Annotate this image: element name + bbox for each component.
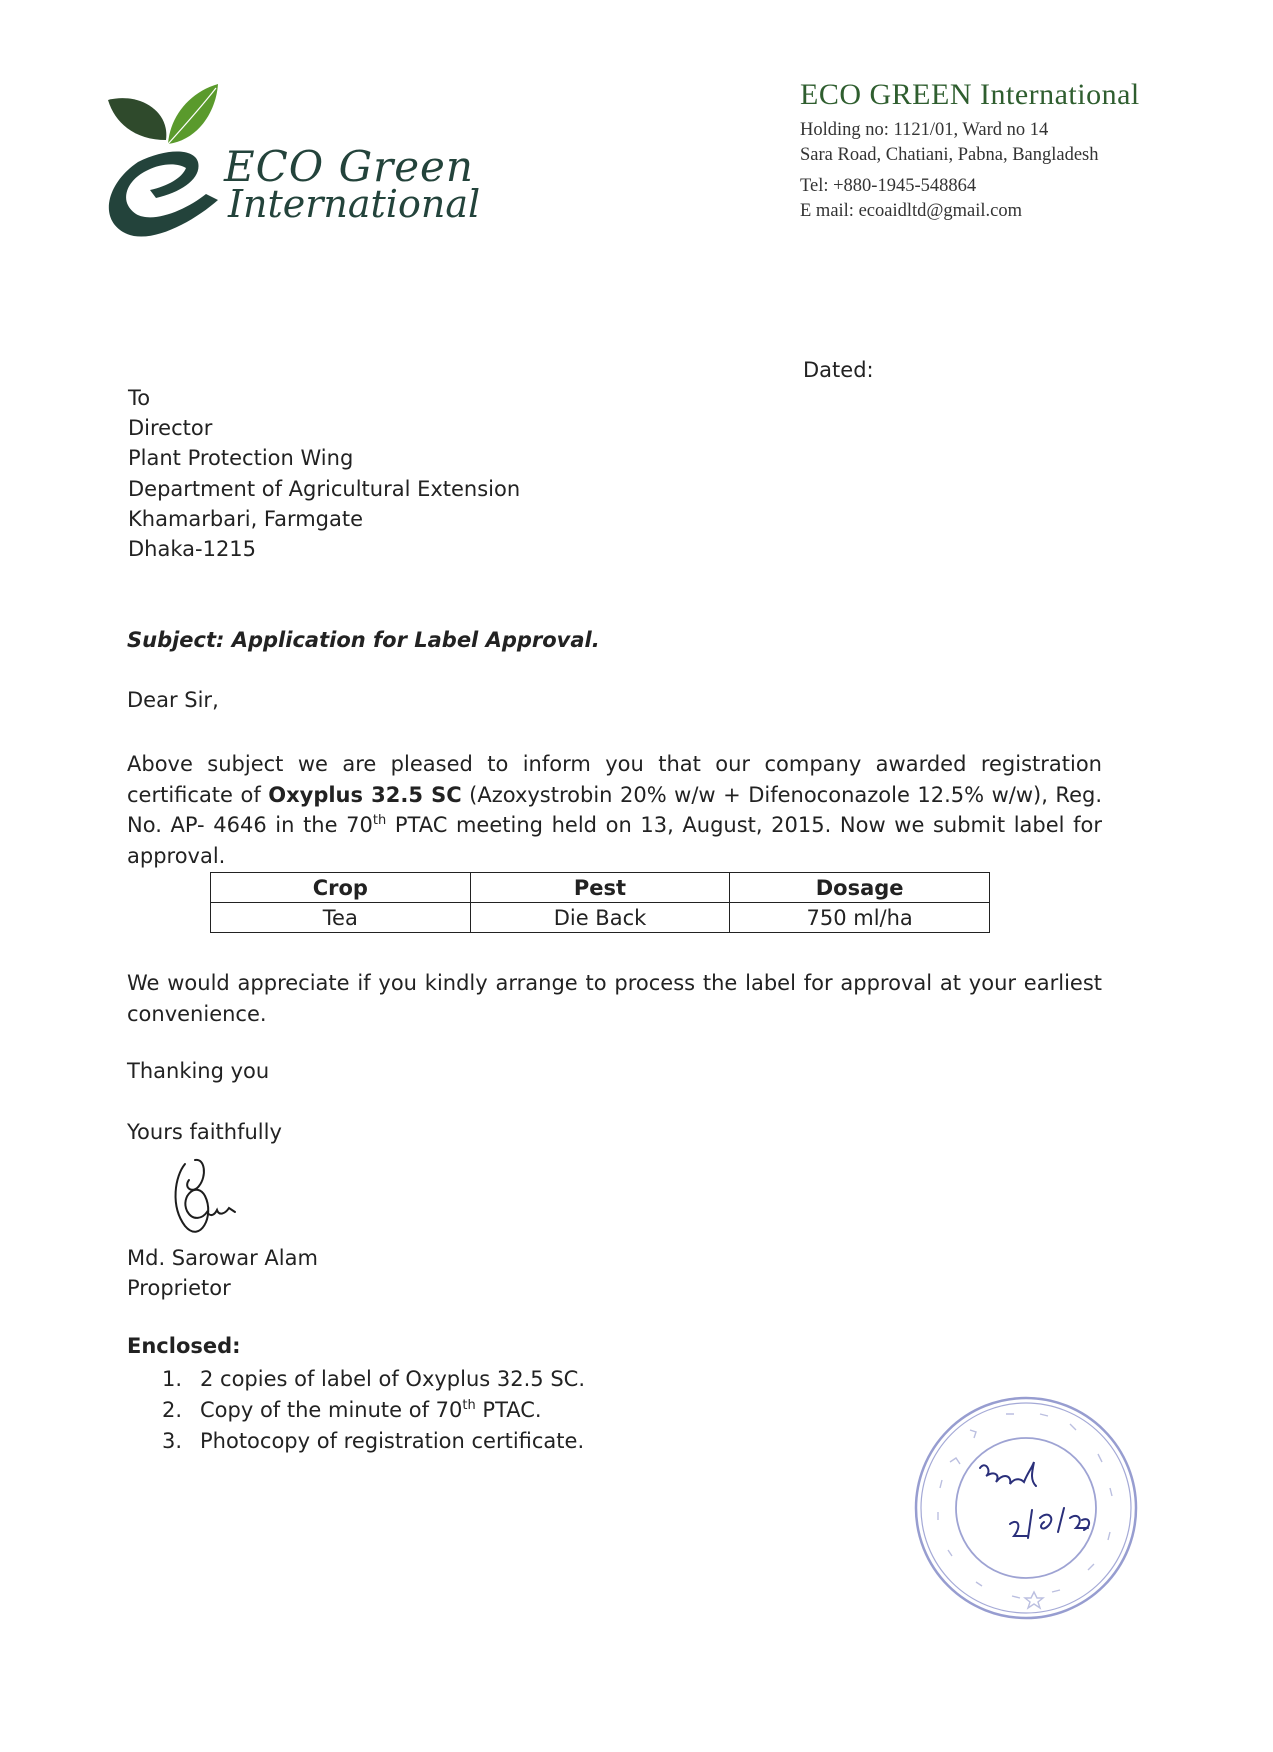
p1-text: (Azoxystrobin 20% w/w + Difenoconazole 12.5% w/w), Reg. No. AP- 4646 in the 70	[127, 782, 1102, 837]
column-header-dosage: Dosage	[730, 873, 990, 903]
address-line-2: Sara Road, Chatiani, Pabna, Bangladesh	[800, 145, 1099, 165]
company-logo	[98, 82, 498, 242]
company-name: ECO GREEN International	[800, 78, 1140, 111]
recipient-line: Department of Agricultural Extension	[128, 476, 521, 501]
recipient-line: Dhaka-1215	[128, 537, 257, 562]
subject-line: Subject: Application for Label Approval.	[127, 628, 600, 652]
p1-text: PTAC meeting held on 13, August, 2015. Now we submit label for approval.	[127, 813, 1102, 868]
enclosed-list	[162, 1364, 585, 1457]
dated-label: Dated:	[803, 358, 874, 382]
recipient-line: Khamarbari, Farmgate	[128, 506, 364, 531]
cell-pest: Die Back	[470, 903, 730, 933]
signer-name: Md. Sarowar Alam	[127, 1246, 318, 1270]
company-email: E mail: ecoaidltd@gmail.com	[800, 201, 1023, 221]
column-header-crop: Crop	[211, 873, 471, 903]
signature-image	[155, 1156, 255, 1246]
address-line-1: Holding no: 1121/01, Ward no 14	[800, 120, 1049, 140]
dosage-table	[210, 872, 990, 933]
enclosed-heading: Enclosed:	[127, 1334, 241, 1358]
recipient-line: Plant Protection Wing	[128, 446, 354, 471]
p1-text: Above subject we are pleased to inform you that our company awarded registration certificate of	[127, 752, 1102, 807]
company-address-block	[800, 78, 1240, 224]
ordinal-suffix: th	[372, 813, 387, 828]
logo-text-international: International	[228, 182, 481, 226]
body-paragraph-1	[127, 749, 1102, 871]
closing-yours-faithfully: Yours faithfully	[127, 1120, 282, 1144]
table-row	[211, 903, 990, 933]
recipient-line: Director	[128, 416, 213, 441]
list-item: 2. Copy of the minute of 70th PTAC.	[162, 1398, 542, 1422]
body-paragraph-2: We would appreciate if you kindly arrange to process the label for approval at your earliest convenience.	[127, 971, 1102, 1026]
company-phone: Tel: +880-1945-548864	[800, 176, 977, 196]
list-item: 3. Photocopy of registration certificate.	[162, 1429, 585, 1453]
salutation: Dear Sir,	[127, 688, 219, 712]
column-header-pest: Pest	[470, 873, 730, 903]
signer-block	[127, 1243, 318, 1303]
logo-text-eco-green: ECO Green	[224, 142, 474, 191]
cell-crop: Tea	[211, 903, 471, 933]
received-stamp	[910, 1392, 1142, 1624]
list-item: 1. 2 copies of label of Oxyplus 32.5 SC.	[162, 1367, 586, 1391]
product-name: Oxyplus 32.5 SC	[268, 782, 462, 807]
closing-thanks: Thanking you	[127, 1059, 270, 1083]
recipient-address	[128, 383, 520, 564]
cell-dosage: 750 ml/ha	[730, 903, 990, 933]
table-header-row	[211, 873, 990, 903]
recipient-line: To	[128, 386, 151, 410]
signer-title: Proprietor	[127, 1276, 231, 1301]
